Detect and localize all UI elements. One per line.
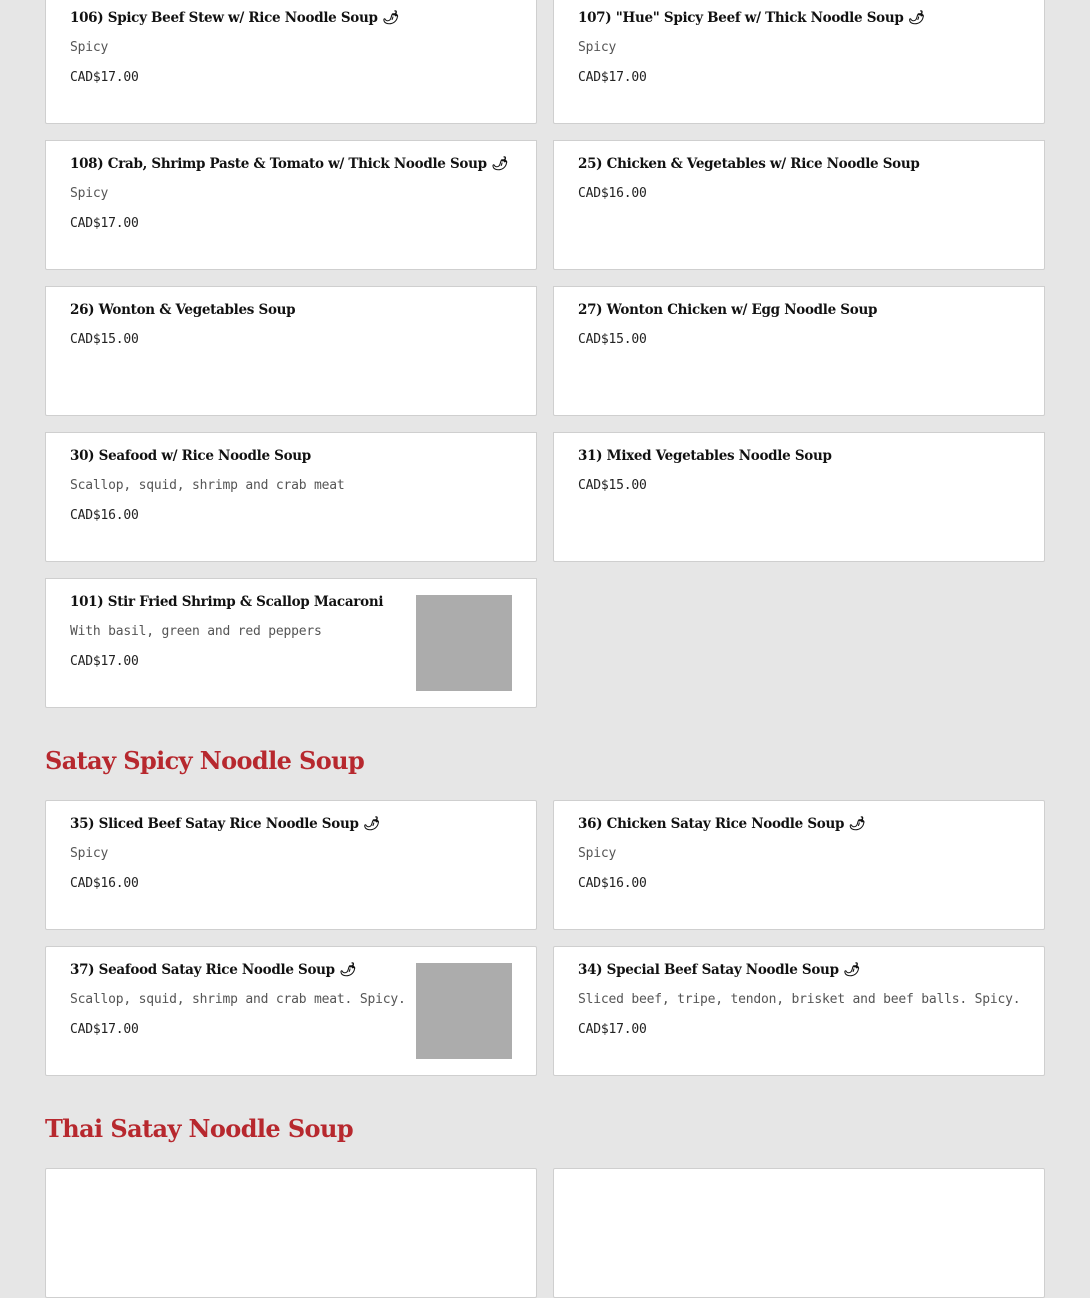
- menu-item-card[interactable]: [553, 1168, 1045, 1298]
- menu-item-card[interactable]: [553, 800, 1045, 930]
- item-image: [416, 595, 512, 691]
- item-price: CAD$15.00: [578, 478, 647, 493]
- item-description: Spicy: [578, 846, 617, 861]
- item-price: CAD$17.00: [578, 70, 647, 85]
- item-description: Spicy: [70, 186, 109, 201]
- menu-grid: [45, 800, 1045, 1076]
- menu-grid: [45, 0, 1045, 708]
- item-price: CAD$17.00: [70, 1022, 139, 1037]
- item-name: [70, 1183, 512, 1201]
- item-price: CAD$17.00: [578, 1022, 647, 1037]
- item-price: CAD$15.00: [578, 332, 647, 347]
- item-name: 27) Wonton Chicken w/ Egg Noodle Soup: [578, 302, 878, 318]
- item-price: CAD$16.00: [70, 876, 139, 891]
- item-image: [416, 963, 512, 1059]
- item-description: Spicy: [578, 40, 617, 55]
- item-price: CAD$17.00: [70, 654, 139, 669]
- item-description: Scallop, squid, shrimp and crab meat: [70, 478, 345, 493]
- item-name: 37) Seafood Satay Rice Noodle Soup 🌶: [70, 962, 357, 978]
- menu-item-card[interactable]: [45, 0, 537, 124]
- item-name: 36) Chicken Satay Rice Noodle Soup 🌶: [578, 816, 866, 832]
- menu-item-card[interactable]: [45, 140, 537, 270]
- item-description: Spicy: [70, 846, 109, 861]
- menu-item-card[interactable]: [45, 432, 537, 562]
- item-name: 35) Sliced Beef Satay Rice Noodle Soup 🌶: [70, 816, 380, 832]
- menu-item-card[interactable]: [45, 286, 537, 416]
- item-price: CAD$16.00: [70, 508, 139, 523]
- item-name: [578, 1183, 1020, 1201]
- section-title: Satay Spicy Noodle Soup: [45, 746, 365, 775]
- item-price: CAD$15.00: [70, 332, 139, 347]
- menu-item-card[interactable]: [45, 578, 537, 708]
- item-name: 26) Wonton & Vegetables Soup: [70, 302, 296, 318]
- menu-item-card[interactable]: [553, 140, 1045, 270]
- item-name: 108) Crab, Shrimp Paste & Tomato w/ Thick Noodle Soup 🌶: [70, 156, 509, 172]
- item-description: With basil, green and red peppers: [70, 624, 322, 639]
- menu-item-card[interactable]: [553, 946, 1045, 1076]
- menu-item-card[interactable]: [553, 0, 1045, 124]
- item-name: 31) Mixed Vegetables Noodle Soup: [578, 448, 832, 464]
- item-name: 107) "Hue" Spicy Beef w/ Thick Noodle Soup 🌶: [578, 10, 925, 26]
- menu-item-card[interactable]: [553, 286, 1045, 416]
- item-price: CAD$16.00: [578, 186, 647, 201]
- item-name: 30) Seafood w/ Rice Noodle Soup: [70, 448, 311, 464]
- menu-grid: [45, 1168, 1045, 1298]
- menu-item-card[interactable]: [553, 432, 1045, 562]
- menu-page: [45, 0, 1045, 1298]
- item-name: 101) Stir Fried Shrimp & Scallop Macaroni: [70, 594, 384, 610]
- menu-item-card[interactable]: [45, 946, 537, 1076]
- item-price: CAD$17.00: [70, 216, 139, 231]
- menu-item-card[interactable]: [45, 1168, 537, 1298]
- item-description: Sliced beef, tripe, tendon, brisket and beef balls. Spicy.: [578, 992, 1021, 1007]
- item-description: Scallop, squid, shrimp and crab meat. Spicy.: [70, 992, 406, 1007]
- section-title: Thai Satay Noodle Soup: [45, 1114, 353, 1143]
- item-price: CAD$16.00: [578, 876, 647, 891]
- menu-item-card[interactable]: [45, 800, 537, 930]
- item-price: CAD$17.00: [70, 70, 139, 85]
- item-name: 25) Chicken & Vegetables w/ Rice Noodle Soup: [578, 156, 920, 172]
- item-description: Spicy: [70, 40, 109, 55]
- item-name: 34) Special Beef Satay Noodle Soup 🌶: [578, 962, 860, 978]
- item-name: 106) Spicy Beef Stew w/ Rice Noodle Soup 🌶: [70, 10, 399, 26]
